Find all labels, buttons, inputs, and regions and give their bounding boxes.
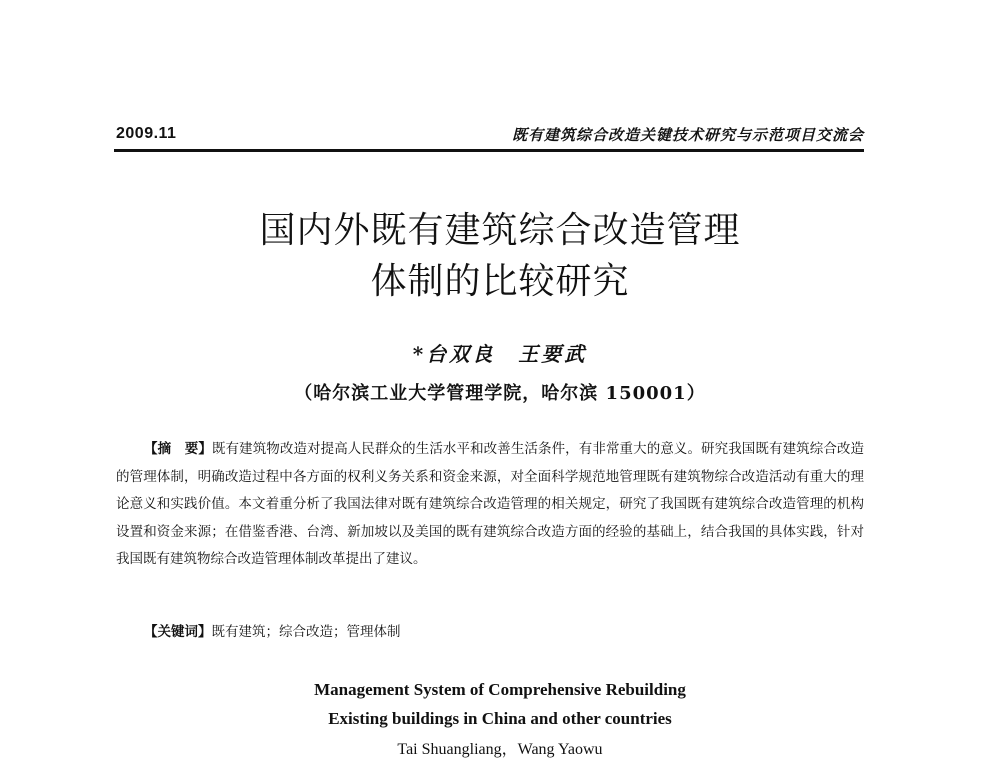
english-title-line-2: Existing buildings in China and other countries (328, 709, 672, 728)
abstract-label: 【摘 要】 (144, 441, 212, 457)
affiliation: （哈尔滨工业大学管理学院，哈尔滨 150001） (294, 383, 706, 404)
keywords-label: 【关键词】 (144, 624, 212, 640)
english-title-line-1: Management System of Comprehensive Rebuilding (314, 680, 686, 699)
header-date: 2009.11 (116, 125, 177, 142)
paper-title-line-1: 国内外既有建筑综合改造管理 (259, 210, 741, 251)
abstract (116, 436, 864, 574)
header-rule (114, 149, 864, 152)
header-conference-name: 既有建筑综合改造关键技术研究与示范项目交流会 (511, 126, 864, 144)
authors: *台双良 王要武 (412, 342, 588, 366)
keywords (144, 620, 401, 640)
abstract-text: 既有建筑物改造对提高人民群众的生活水平和改善生活条件，有非常重大的意义。研究我国既有建筑综合改造的管理体制，明确改造过程中各方面的权利义务关系和资金来源，对全面科学规范地管理既有建筑物综合改造活动有重大的理论意义和实践价值。本文着重分析了我国法律对既有建筑综合改造管理的相关规定，研究了我国既有建筑综合改造管理的机构设置和资金来源；在借鉴香港、台湾、新加坡以及美国的既有建筑综合改造方面的经验的基础上，结合我国的具体实践，针对我国既有建筑物综合改造管理体制改革提出了建议。 (116, 441, 865, 567)
keywords-text: 既有建筑；综合改造；管理体制 (211, 624, 401, 640)
english-authors: Tai Shuangliang，Wang Yaowu (397, 741, 603, 758)
paper-title-line-2: 体制的比较研究 (370, 261, 630, 302)
